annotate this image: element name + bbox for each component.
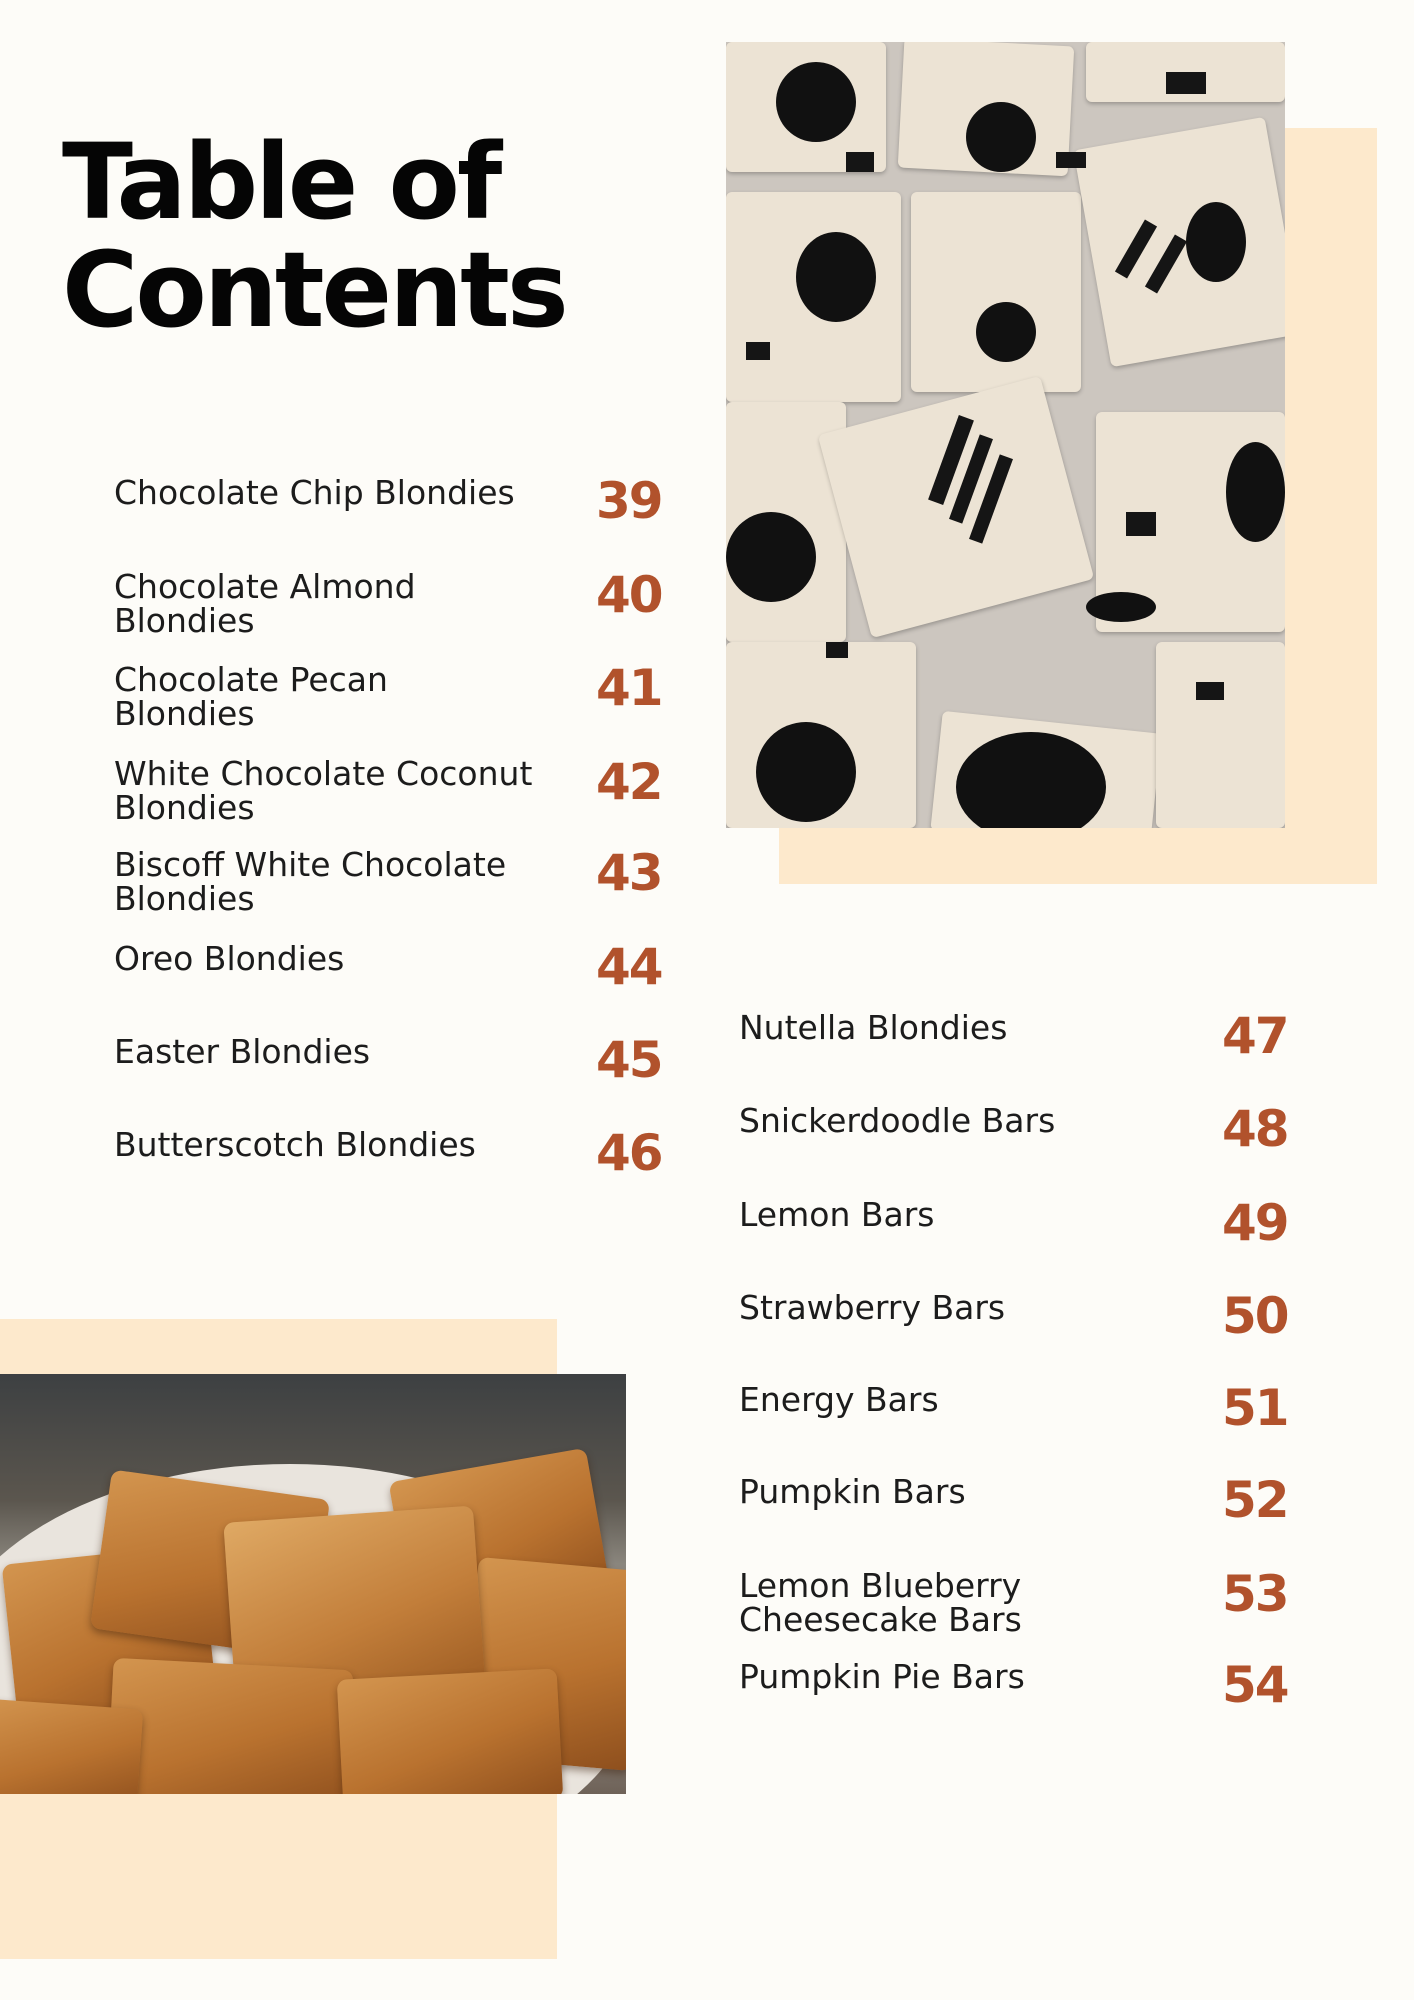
- toc-entry-label: Chocolate Chip Blondies: [114, 473, 515, 512]
- toc-entry-page: 53: [1222, 1565, 1288, 1623]
- toc-entry-page: 51: [1222, 1379, 1288, 1437]
- toc-entry-label: Chocolate Almond Blondies: [114, 567, 416, 640]
- toc-entry-page: 41: [596, 659, 662, 717]
- toc-entry-label: Oreo Blondies: [114, 939, 345, 978]
- page-title-line-1: Table of: [62, 121, 500, 243]
- toc-entry-page: 52: [1222, 1471, 1288, 1529]
- toc-entry-label: Strawberry Bars: [739, 1288, 1006, 1327]
- toc-entry-page: 43: [596, 844, 662, 902]
- toc-entry-label: Chocolate Pecan Blondies: [114, 660, 388, 733]
- toc-entry-label: Snickerdoodle Bars: [739, 1101, 1056, 1140]
- toc-entry-page: 46: [596, 1124, 662, 1182]
- toc-entry-page: 45: [596, 1031, 662, 1089]
- toc-entry-page: 39: [596, 472, 662, 530]
- toc-entry-page: 48: [1222, 1100, 1288, 1158]
- toc-entry-page: 50: [1222, 1287, 1288, 1345]
- toc-entry-label: White Chocolate Coconut Blondies: [114, 754, 533, 827]
- toc-entry-label: Energy Bars: [739, 1380, 939, 1419]
- toc-entry-page: 40: [596, 566, 662, 624]
- toc-entry-label: Biscoff White Chocolate Blondies: [114, 845, 507, 918]
- toc-entry-page: 47: [1222, 1007, 1288, 1065]
- toc-entry-page: 54: [1222, 1656, 1288, 1714]
- toc-entry-page: 42: [596, 753, 662, 811]
- toc-entry-page: 44: [596, 938, 662, 996]
- toc-entry-label: Easter Blondies: [114, 1032, 371, 1071]
- blondies-photo: [0, 1374, 626, 1794]
- toc-entry-label: Pumpkin Pie Bars: [739, 1657, 1025, 1696]
- toc-entry-label: Nutella Blondies: [739, 1008, 1008, 1047]
- toc-entry-label: Pumpkin Bars: [739, 1472, 966, 1511]
- oreo-blondies-photo: [726, 42, 1285, 828]
- page-title: [62, 121, 566, 351]
- toc-entry-label: Lemon Bars: [739, 1195, 935, 1234]
- toc-entry-label: Butterscotch Blondies: [114, 1125, 476, 1164]
- toc-entry-label: Lemon Blueberry Cheesecake Bars: [739, 1566, 1022, 1639]
- page-title-line-2: Contents: [62, 229, 566, 351]
- toc-entry-page: 49: [1222, 1194, 1288, 1252]
